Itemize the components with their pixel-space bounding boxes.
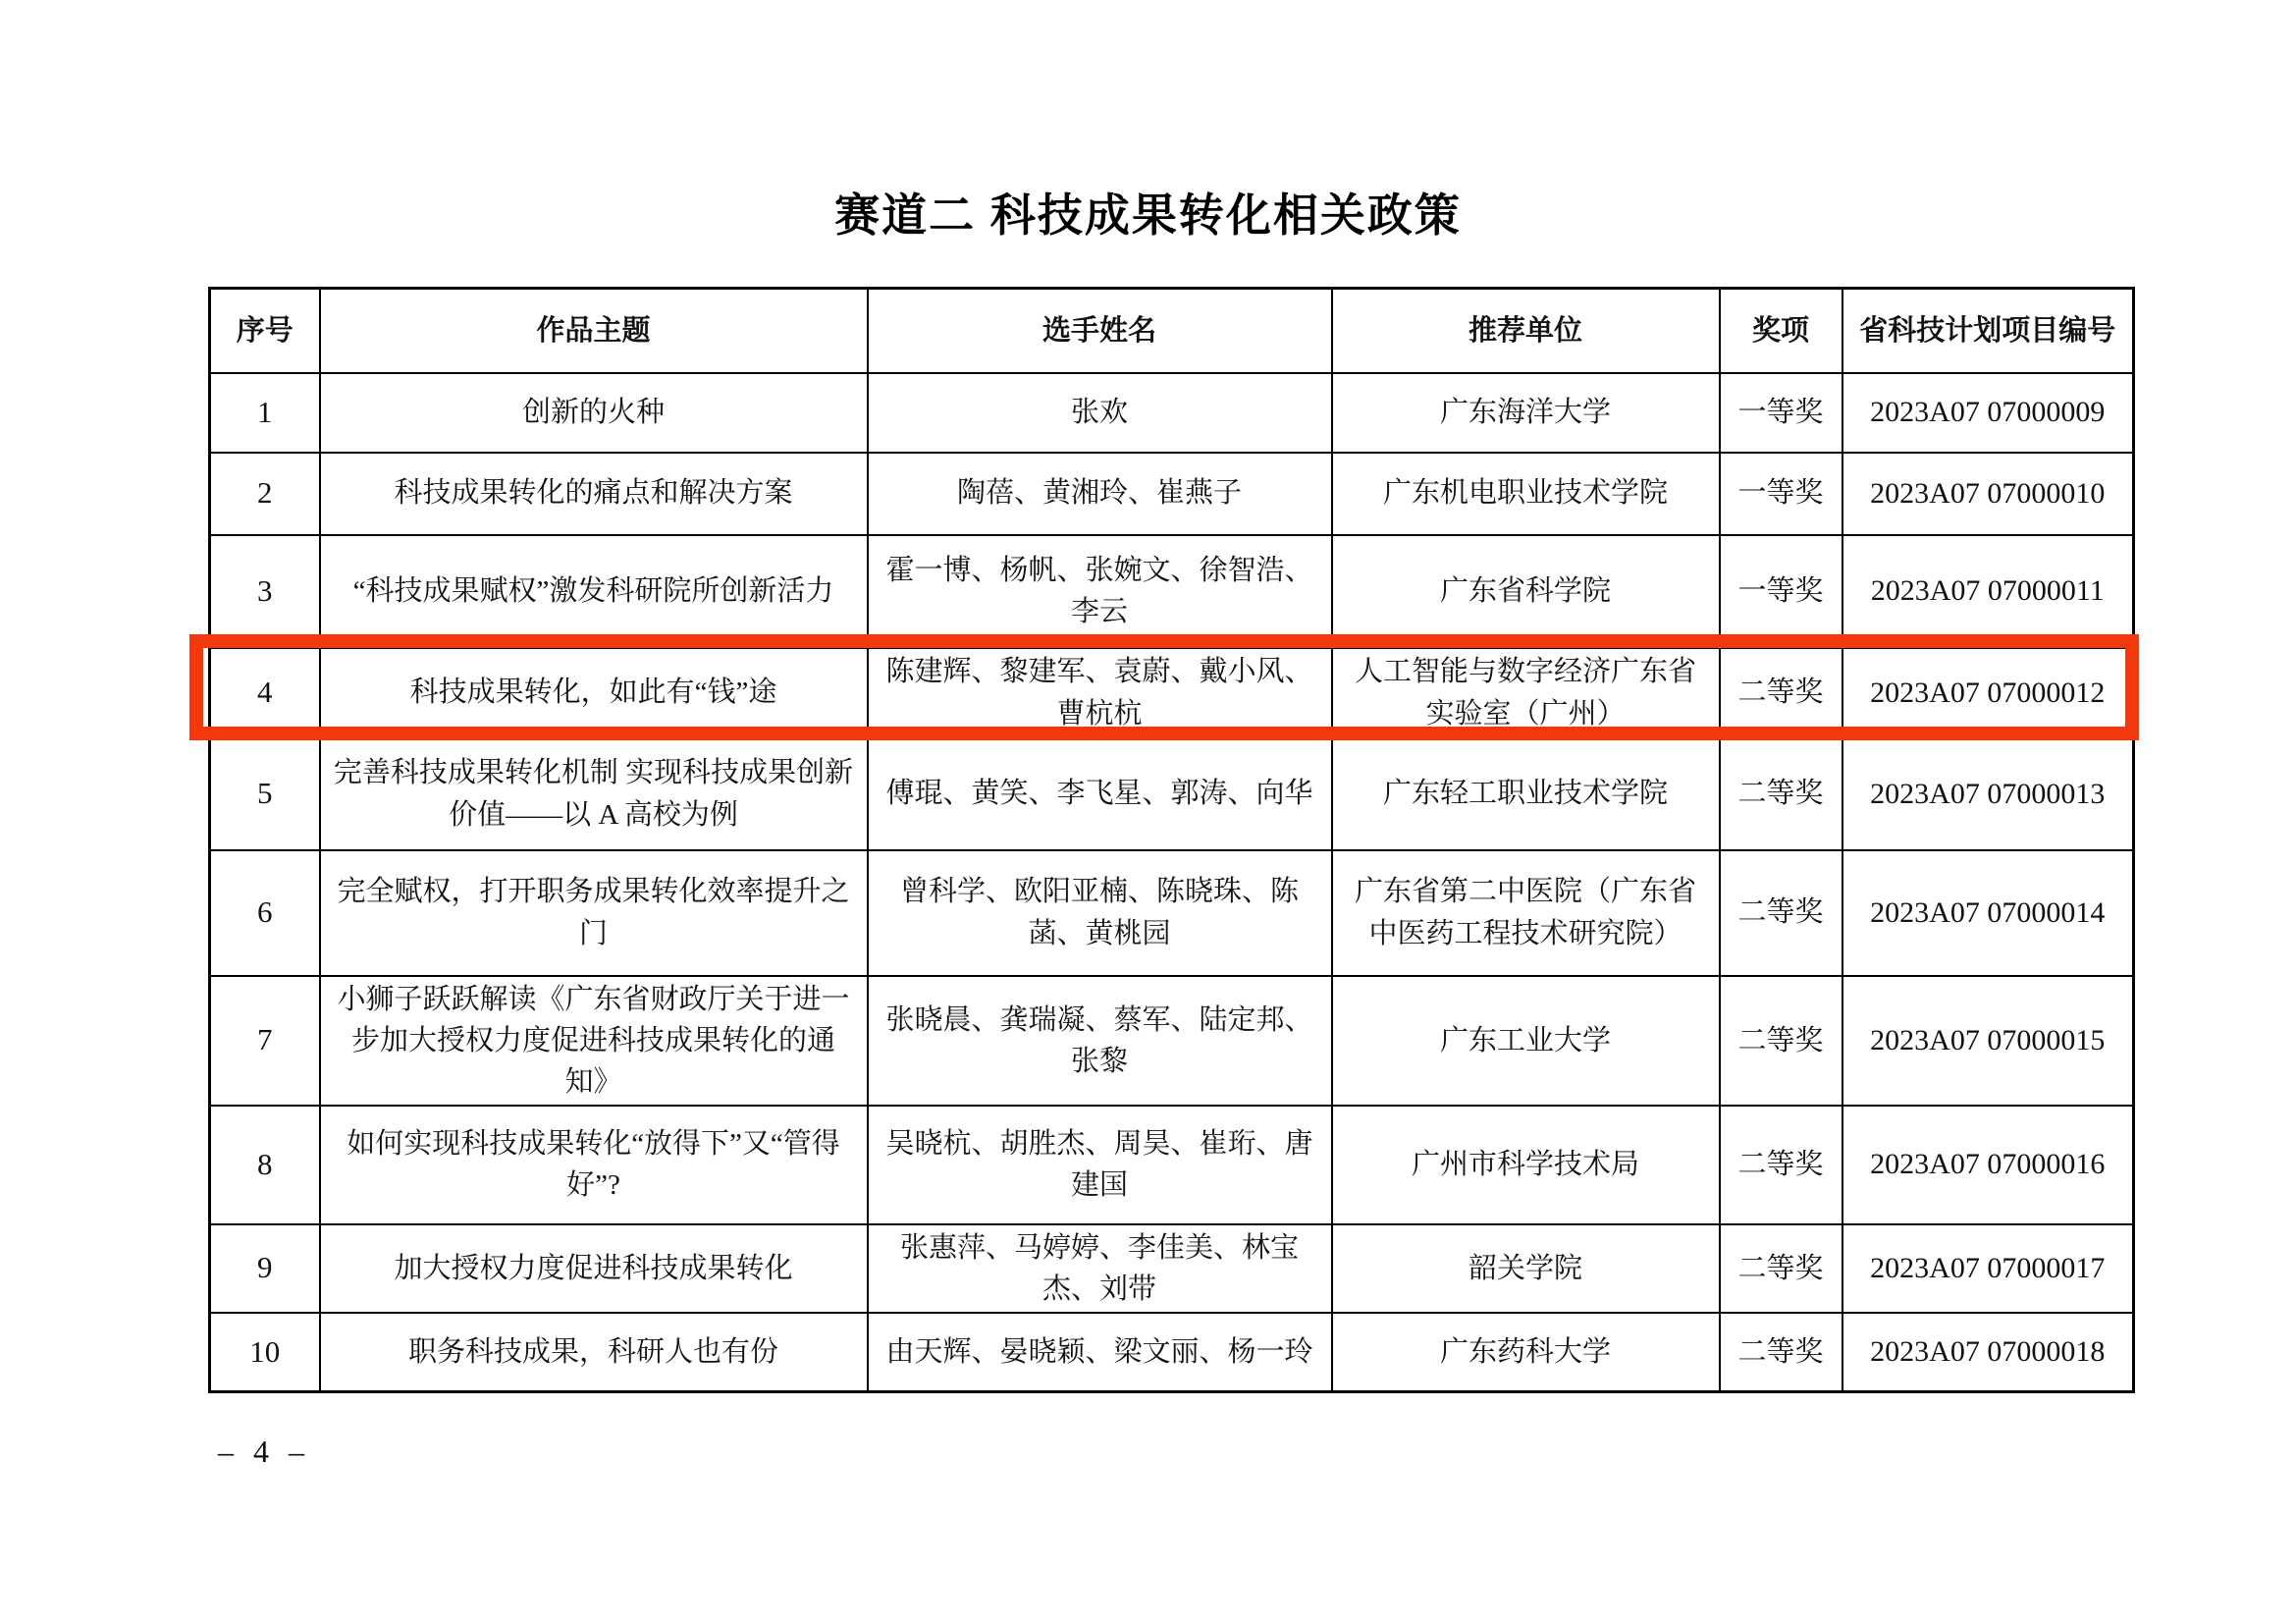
cell-contestants: 张晓晨、龚瑞凝、蔡军、陆定邦、张黎 [868, 976, 1332, 1106]
table-row [210, 1106, 2134, 1224]
column-header-3: 选手姓名 [868, 289, 1332, 373]
cell-project-id: 2023A07 07000013 [1842, 738, 2134, 850]
cell-contestants: 傅琨、黄笑、李飞星、郭涛、向华 [868, 738, 1332, 850]
cell-award: 一等奖 [1720, 373, 1842, 453]
cell-award: 二等奖 [1720, 1313, 1842, 1392]
column-header-1: 序号 [210, 289, 320, 373]
cell-topic: 完善科技成果转化机制 实现科技成果创新价值——以 A 高校为例 [320, 738, 868, 850]
cell-award: 二等奖 [1720, 738, 1842, 850]
cell-no: 1 [210, 373, 320, 453]
cell-no: 6 [210, 850, 320, 976]
cell-topic: 科技成果转化，如此有“钱”途 [320, 648, 868, 738]
table-row [210, 1224, 2134, 1313]
cell-project-id: 2023A07 07000011 [1842, 535, 2134, 648]
cell-no: 4 [210, 648, 320, 738]
cell-award: 一等奖 [1720, 453, 1842, 535]
cell-no: 9 [210, 1224, 320, 1313]
column-header-6: 省科技计划项目编号 [1842, 289, 2134, 373]
cell-contestants: 霍一博、杨帆、张婉文、徐智浩、李云 [868, 535, 1332, 648]
cell-project-id: 2023A07 07000009 [1842, 373, 2134, 453]
cell-topic: 完全赋权，打开职务成果转化效率提升之门 [320, 850, 868, 976]
cell-unit: 广东省第二中医院（广东省中医药工程技术研究院） [1332, 850, 1720, 976]
cell-contestants: 张惠萍、马婷婷、李佳美、林宝杰、刘带 [868, 1224, 1332, 1313]
cell-contestants: 由天辉、晏晓颖、梁文丽、杨一玲 [868, 1313, 1332, 1392]
cell-topic: 科技成果转化的痛点和解决方案 [320, 453, 868, 535]
cell-project-id: 2023A07 07000012 [1842, 648, 2134, 738]
cell-unit: 广州市科学技术局 [1332, 1106, 1720, 1224]
table-row [210, 1313, 2134, 1392]
cell-topic: 创新的火种 [320, 373, 868, 453]
table-header [210, 289, 2134, 373]
cell-topic: 职务科技成果，科研人也有份 [320, 1313, 868, 1392]
cell-contestants: 陈建辉、黎建军、袁蔚、戴小风、曹杭杭 [868, 648, 1332, 738]
cell-contestants: 张欢 [868, 373, 1332, 453]
column-header-2: 作品主题 [320, 289, 868, 373]
cell-project-id: 2023A07 07000014 [1842, 850, 2134, 976]
cell-project-id: 2023A07 07000018 [1842, 1313, 2134, 1392]
column-header-5: 奖项 [1720, 289, 1842, 373]
results-table [208, 287, 2135, 1393]
cell-topic: 加大授权力度促进科技成果转化 [320, 1224, 868, 1313]
cell-no: 8 [210, 1106, 320, 1224]
cell-topic: 小狮子跃跃解读《广东省财政厅关于进一步加大授权力度促进科技成果转化的通知》 [320, 976, 868, 1106]
cell-project-id: 2023A07 07000016 [1842, 1106, 2134, 1224]
cell-unit: 人工智能与数字经济广东省实验室（广州） [1332, 648, 1720, 738]
table-row [210, 738, 2134, 850]
cell-award: 二等奖 [1720, 1224, 1842, 1313]
cell-topic: “科技成果赋权”激发科研院所创新活力 [320, 535, 868, 648]
cell-topic: 如何实现科技成果转化“放得下”又“管得好”? [320, 1106, 868, 1224]
cell-contestants: 吴晓杭、胡胜杰、周昊、崔珩、唐建国 [868, 1106, 1332, 1224]
table-row [210, 976, 2134, 1106]
table-row-highlighted [210, 648, 2134, 738]
cell-award: 二等奖 [1720, 976, 1842, 1106]
cell-award: 二等奖 [1720, 850, 1842, 976]
cell-unit: 广东机电职业技术学院 [1332, 453, 1720, 535]
cell-no: 7 [210, 976, 320, 1106]
cell-unit: 广东省科学院 [1332, 535, 1720, 648]
cell-unit: 广东轻工职业技术学院 [1332, 738, 1720, 850]
cell-project-id: 2023A07 07000010 [1842, 453, 2134, 535]
cell-unit: 韶关学院 [1332, 1224, 1720, 1313]
cell-no: 10 [210, 1313, 320, 1392]
table-row [210, 850, 2134, 976]
cell-unit: 广东药科大学 [1332, 1313, 1720, 1392]
cell-project-id: 2023A07 07000015 [1842, 976, 2134, 1106]
cell-award: 二等奖 [1720, 648, 1842, 738]
column-header-4: 推荐单位 [1332, 289, 1720, 373]
cell-contestants: 曾科学、欧阳亚楠、陈晓珠、陈菡、黄桃园 [868, 850, 1332, 976]
table-body [210, 373, 2134, 1392]
cell-project-id: 2023A07 07000017 [1842, 1224, 2134, 1313]
page-number: – 4 – [218, 1434, 310, 1469]
cell-unit: 广东工业大学 [1332, 976, 1720, 1106]
cell-no: 5 [210, 738, 320, 850]
table-row [210, 453, 2134, 535]
cell-contestants: 陶蓓、黄湘玲、崔燕子 [868, 453, 1332, 535]
cell-award: 一等奖 [1720, 535, 1842, 648]
cell-unit: 广东海洋大学 [1332, 373, 1720, 453]
table-row [210, 535, 2134, 648]
page-title: 赛道二 科技成果转化相关政策 [834, 189, 1462, 241]
cell-no: 2 [210, 453, 320, 535]
table-row [210, 373, 2134, 453]
cell-award: 二等奖 [1720, 1106, 1842, 1224]
cell-no: 3 [210, 535, 320, 648]
table-header-row [210, 289, 2134, 373]
